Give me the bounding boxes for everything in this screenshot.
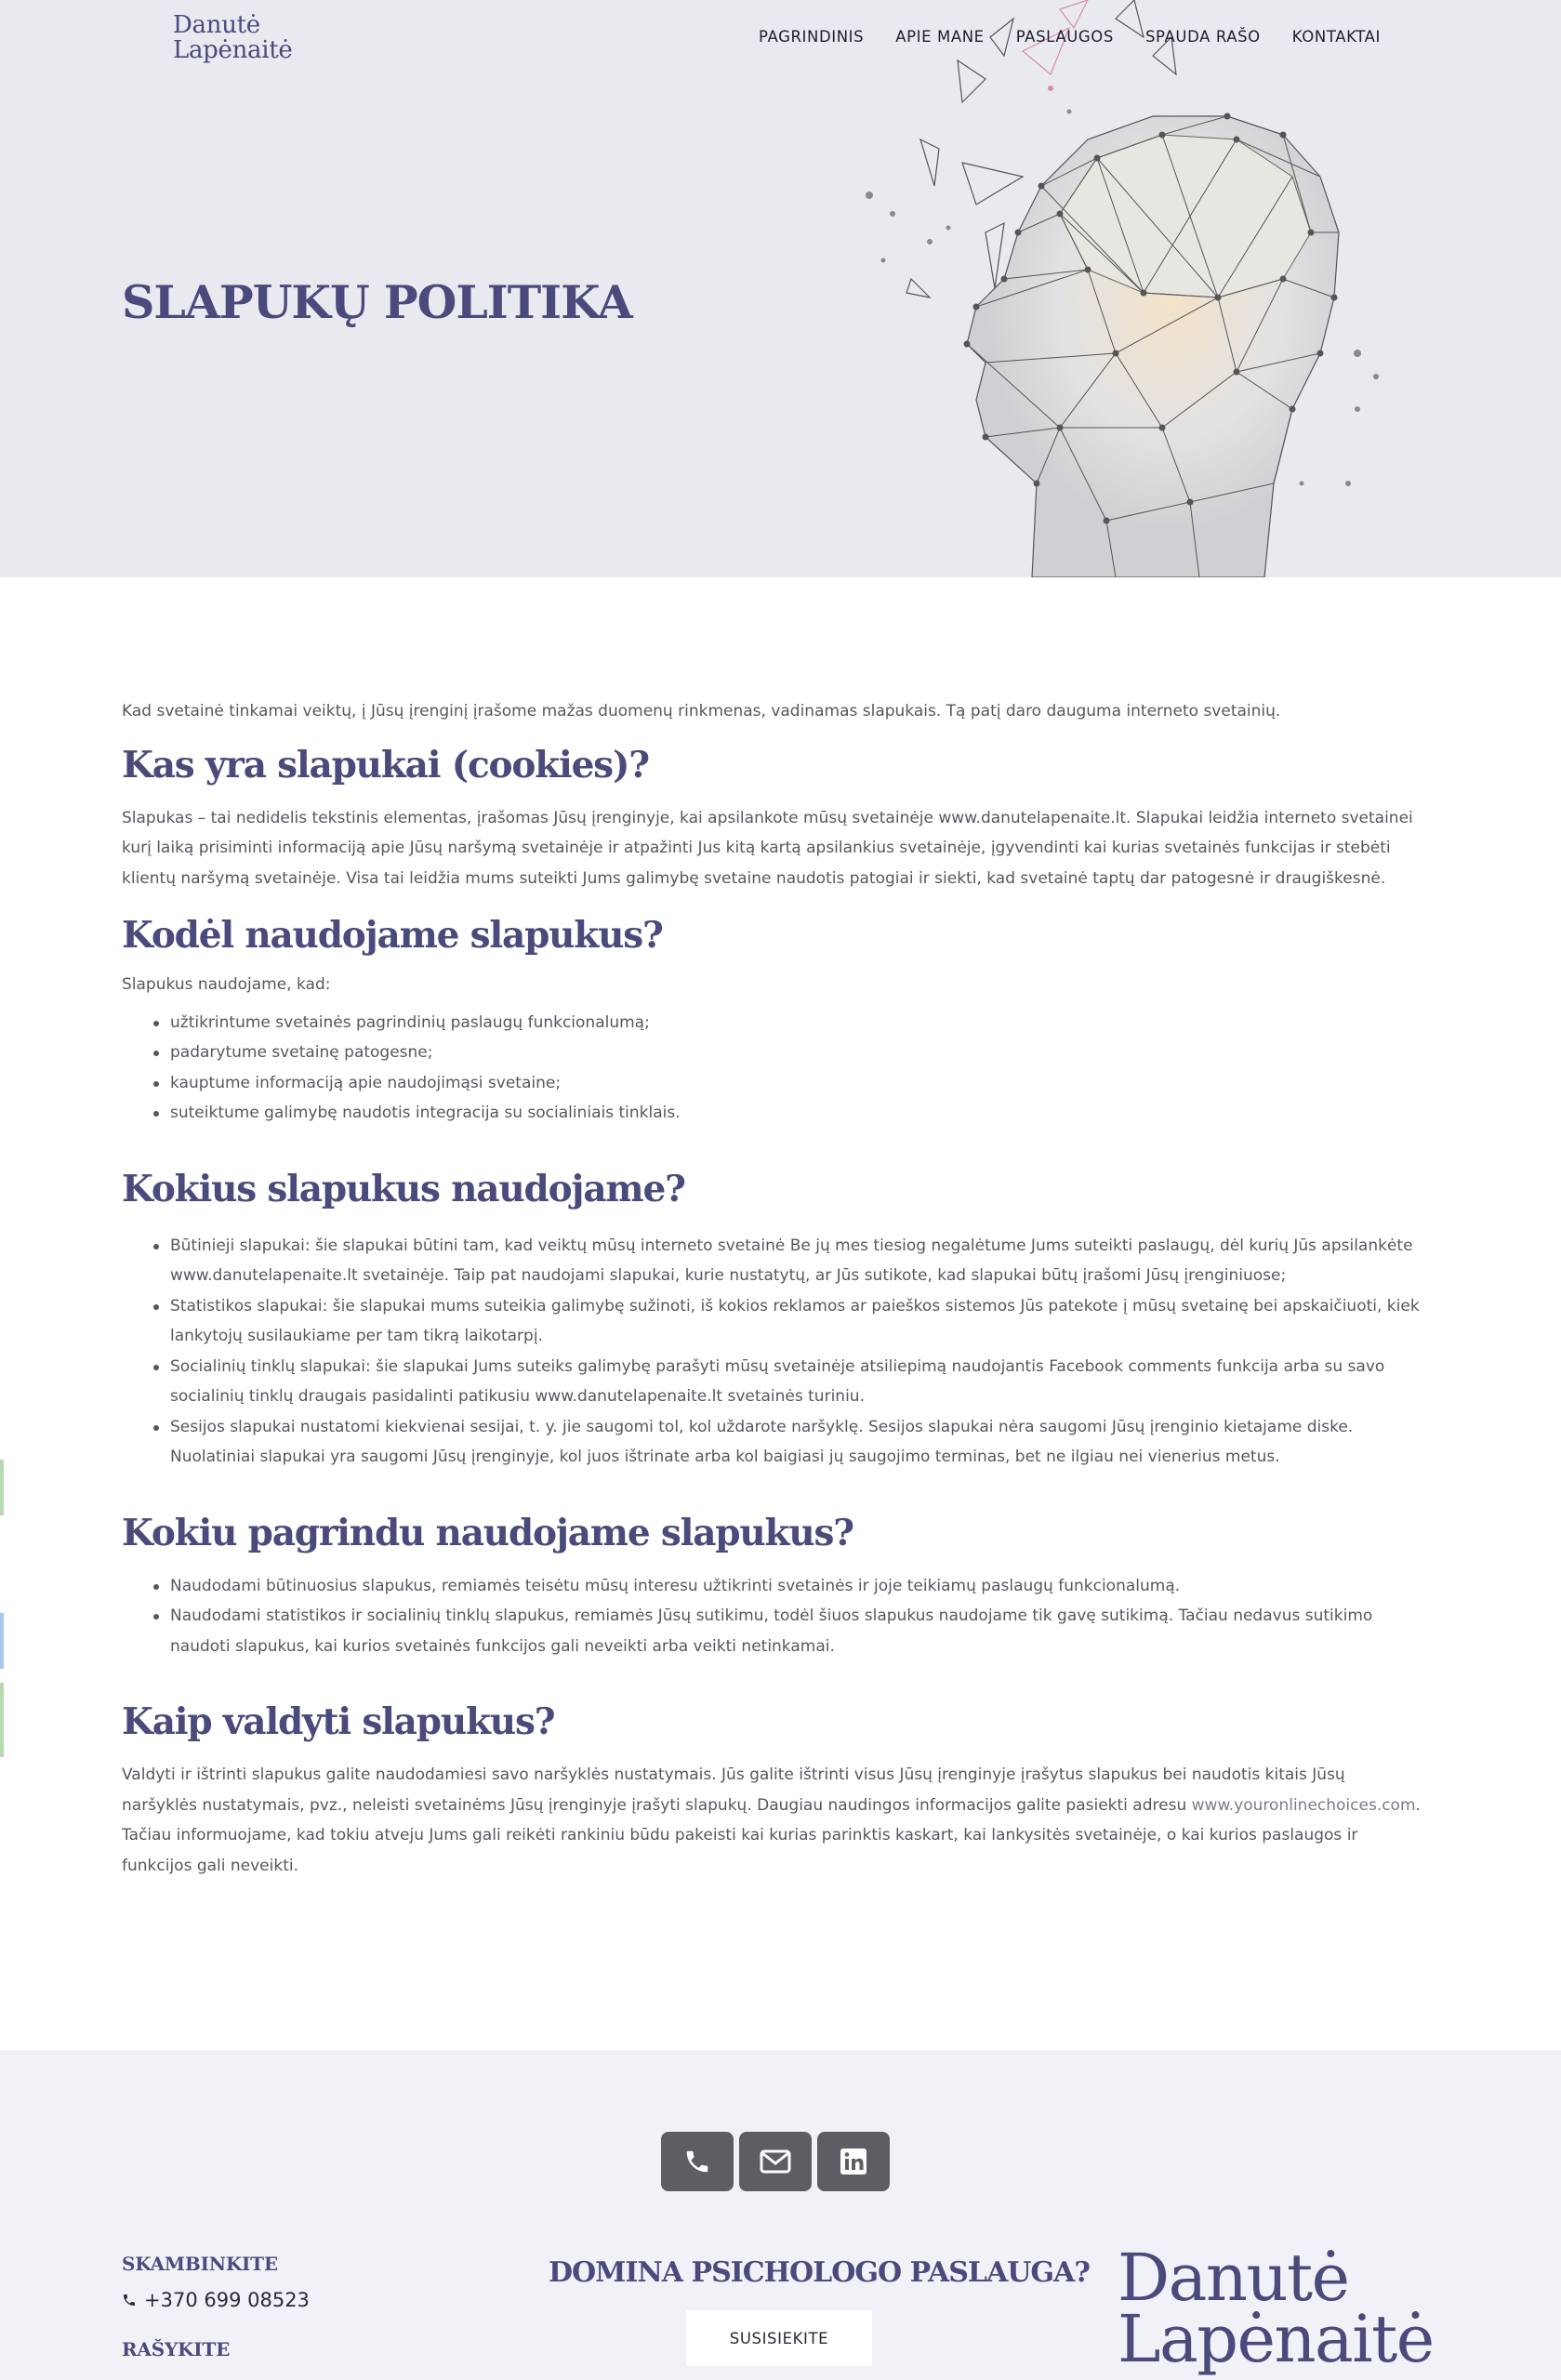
logo-line-1: Danutė: [173, 11, 260, 39]
call-label: SKAMBINKITE: [122, 2253, 278, 2275]
phone-icon: [683, 2148, 711, 2175]
cta-title: DOMINA PSICHOLOGO PASLAUGA?: [549, 2256, 1090, 2289]
intro-paragraph: Kad svetainė tinkamai veiktų, į Jūsų įrenginį įrašome mažas duomenų rinkmenas, vadinamas slapukais. Tą patį daro dauguma interneto svetainių.: [122, 702, 1281, 721]
item-line: Nuolatiniai slapukai yra saugomi Jūsų įrenginyje, kol juos ištrinate arba kol baigiasi jų saugojimo terminas, bet ne ilgiau nei vienerius metus.: [170, 1448, 1280, 1466]
nav-item-spauda-raso[interactable]: SPAUDA RAŠO: [1144, 28, 1261, 46]
nav-item-paslaugos[interactable]: PASLAUGOS: [1015, 28, 1114, 46]
phone-number-text: +370 699 08523: [144, 2289, 310, 2311]
youronlinechoices-link[interactable]: www.youronlinechoices.com: [1191, 1795, 1416, 1815]
text-segment: naršyklės nustatymais, pvz., neleisti svetainėms Jūsų įrenginyje įrašyti slapukų. Daugiau naudingos informacijos galite pasiekti adresu: [122, 1795, 1187, 1815]
legal-basis-list: [122, 1571, 1442, 1662]
list-item: [153, 1231, 1442, 1291]
paragraph-manage-cookies: [122, 1760, 1442, 1881]
item-line: Socialinių tinklų slapukai: šie slapukai Jums suteiks galimybę parašyti mūsų svetainėje atsiliepimą naudojantis Facebook comments funkcija arba su savo: [170, 1356, 1385, 1376]
list-item: [153, 1352, 1442, 1412]
text-line: funkcijos gali neveikti.: [122, 1856, 299, 1875]
item-line: naudoti slapukus, kai kurios svetainės funkcijos gali neveikti arba veikti netinkamai.: [170, 1636, 835, 1656]
item-line: lankytojų susilaukiame per tam tikrą laikotarpį.: [170, 1327, 543, 1345]
text-line: [122, 1791, 1442, 1821]
linkedin-icon: [840, 2148, 867, 2175]
list-item: [153, 1601, 1442, 1661]
logo-line-2: Lapėnaitė: [173, 36, 293, 64]
which-cookies-list: [122, 1231, 1442, 1473]
footer-logo-line-2: Lapėnaitė: [1118, 2301, 1434, 2377]
list-item: suteiktume galimybę naudotis integracija su socialiniais tinklais.: [153, 1098, 1442, 1129]
social-links: [661, 2132, 890, 2191]
heading-why-cookies: Kodėl naudojame slapukus?: [122, 914, 663, 957]
list-item: kauptume informaciją apie naudojimąsi svetaine;: [153, 1068, 1442, 1099]
footer-logo-line-1: Danutė: [1118, 2240, 1349, 2316]
why-cookies-lead: Slapukus naudojame, kad:: [122, 975, 331, 994]
site-logo[interactable]: [173, 13, 293, 63]
polygon-head-illustration: [837, 0, 1561, 577]
main-navigation: [759, 28, 1412, 46]
text-segment: .: [1415, 1795, 1421, 1815]
heading-what-are-cookies: Kas yra slapukai (cookies)?: [122, 743, 649, 787]
list-item: Naudodami būtinuosius slapukus, remiamės teisėtu mūsų interesu užtikrinti svetainės ir joje teikiamų paslaugų funkcionalumą.: [153, 1571, 1442, 1602]
list-item: padarytume svetainę patogesne;: [153, 1038, 1442, 1068]
why-cookies-list: [122, 1008, 1442, 1129]
footer-logo[interactable]: [1118, 2240, 1434, 2377]
paragraph-what-are-cookies: [122, 803, 1442, 894]
text-line: kurį laiką prisiminti informaciją apie Jūsų naršymą svetainėje ir atpažinti Jus kitą kartą apsilankius svetainėje, įgyvendinti kai kurias svetainės funkcijas ir stebėti: [122, 839, 1391, 857]
hero-section: [0, 0, 1561, 577]
page-title: SLAPUKŲ POLITIKA: [122, 275, 632, 329]
item-line: Statistikos slapukai: šie slapukai mums suteikia galimybę sužinoti, iš kokios reklamos ar paieškos sistemos Jūs patekote į mūsų svetainę bei apskaičiuoti, kiek: [170, 1296, 1420, 1316]
nav-item-pagrindinis[interactable]: PAGRINDINIS: [759, 28, 865, 46]
envelope-icon: [760, 2149, 791, 2175]
nav-item-apie-mane[interactable]: APIE MANE: [895, 28, 985, 46]
item-line: Naudodami statistikos ir socialinių tinklų slapukus, remiamės Jūsų sutikimu, todėl šiuos slapukus naudojame tik gavę sutikimą. Tačiau nedavus sutikimo: [170, 1606, 1373, 1625]
list-item: [153, 1412, 1442, 1473]
linkedin-button[interactable]: [817, 2132, 890, 2191]
phone-number[interactable]: [122, 2289, 310, 2311]
list-item: užtikrintume svetainės pagrindinių paslaugų funkcionalumą;: [153, 1008, 1442, 1038]
cookie-policy-content: [122, 688, 1442, 1881]
phone-button[interactable]: [661, 2132, 734, 2191]
text-line: Valdyti ir ištrinti slapukus galite naudodamiesi savo naršyklės nustatymais. Jūs galite ištrinti visus Jūsų įrenginyje įrašytus slapukus bei naudotis kitais Jūsų: [122, 1765, 1345, 1784]
heading-manage-cookies: Kaip valdyti slapukus?: [122, 1700, 555, 1743]
list-item: [153, 1291, 1442, 1352]
heading-which-cookies: Kokius slapukus naudojame?: [122, 1167, 685, 1210]
left-edge-marks: [0, 1460, 4, 1766]
footer: [0, 2050, 1561, 2380]
phone-icon: [122, 2293, 137, 2307]
item-line: Sesijos slapukai nustatomi kiekvienai sesijai, t. y. jie saugomi tol, kol uždarote naršyklę. Sesijos slapukai nėra saugomi Jūsų įrenginio kietajame diske.: [170, 1417, 1354, 1436]
item-line: socialinių tinklų draugais pasidalinti patikusiu www.danutelapenaite.lt svetainės turiniu.: [170, 1387, 865, 1406]
text-line: klientų naršymą svetainėje. Visa tai leidžia mums suteikti Jums galimybę svetaine naudotis patogiai ir siekti, kad svetainė taptų dar patogesnė ir draugiškesnė.: [122, 868, 1386, 888]
item-line: www.danutelapenaite.lt svetainėje. Taip pat naudojami slapukai, kurie nustatytų, ar Jūs sutikote, kad slapukai būtų įrašomi Jūsų įrenginiuose;: [170, 1266, 1287, 1285]
text-line: Tačiau informuojame, kad tokiu atveju Jums gali reikėti rankiniu būdu pakeisti kai kurias parinktis kaskart, kai lankysitės svetainėje, o kai kurios paslaugos ir: [122, 1826, 1358, 1844]
email-button[interactable]: [739, 2132, 812, 2191]
nav-item-kontaktai[interactable]: KONTAKTAI: [1291, 28, 1381, 46]
contact-button[interactable]: SUSISIEKITE: [686, 2310, 872, 2366]
text-line: Slapukas – tai nedidelis tekstinis elementas, įrašomas Jūsų įrenginyje, kai apsilankote mūsų svetainėje www.danutelapenaite.lt. Slapukai leidžia interneto svetainei: [122, 808, 1413, 827]
item-line: Būtinieji slapukai: šie slapukai būtini tam, kad veiktų mūsų interneto svetainė Be jų mes tiesiog negalėtume Jums suteikti paslaugų, dėl kurių Jūs apsilankėte: [170, 1236, 1413, 1255]
write-label: RAŠYKITE: [122, 2338, 231, 2360]
heading-legal-basis: Kokiu pagrindu naudojame slapukus?: [122, 1511, 853, 1554]
